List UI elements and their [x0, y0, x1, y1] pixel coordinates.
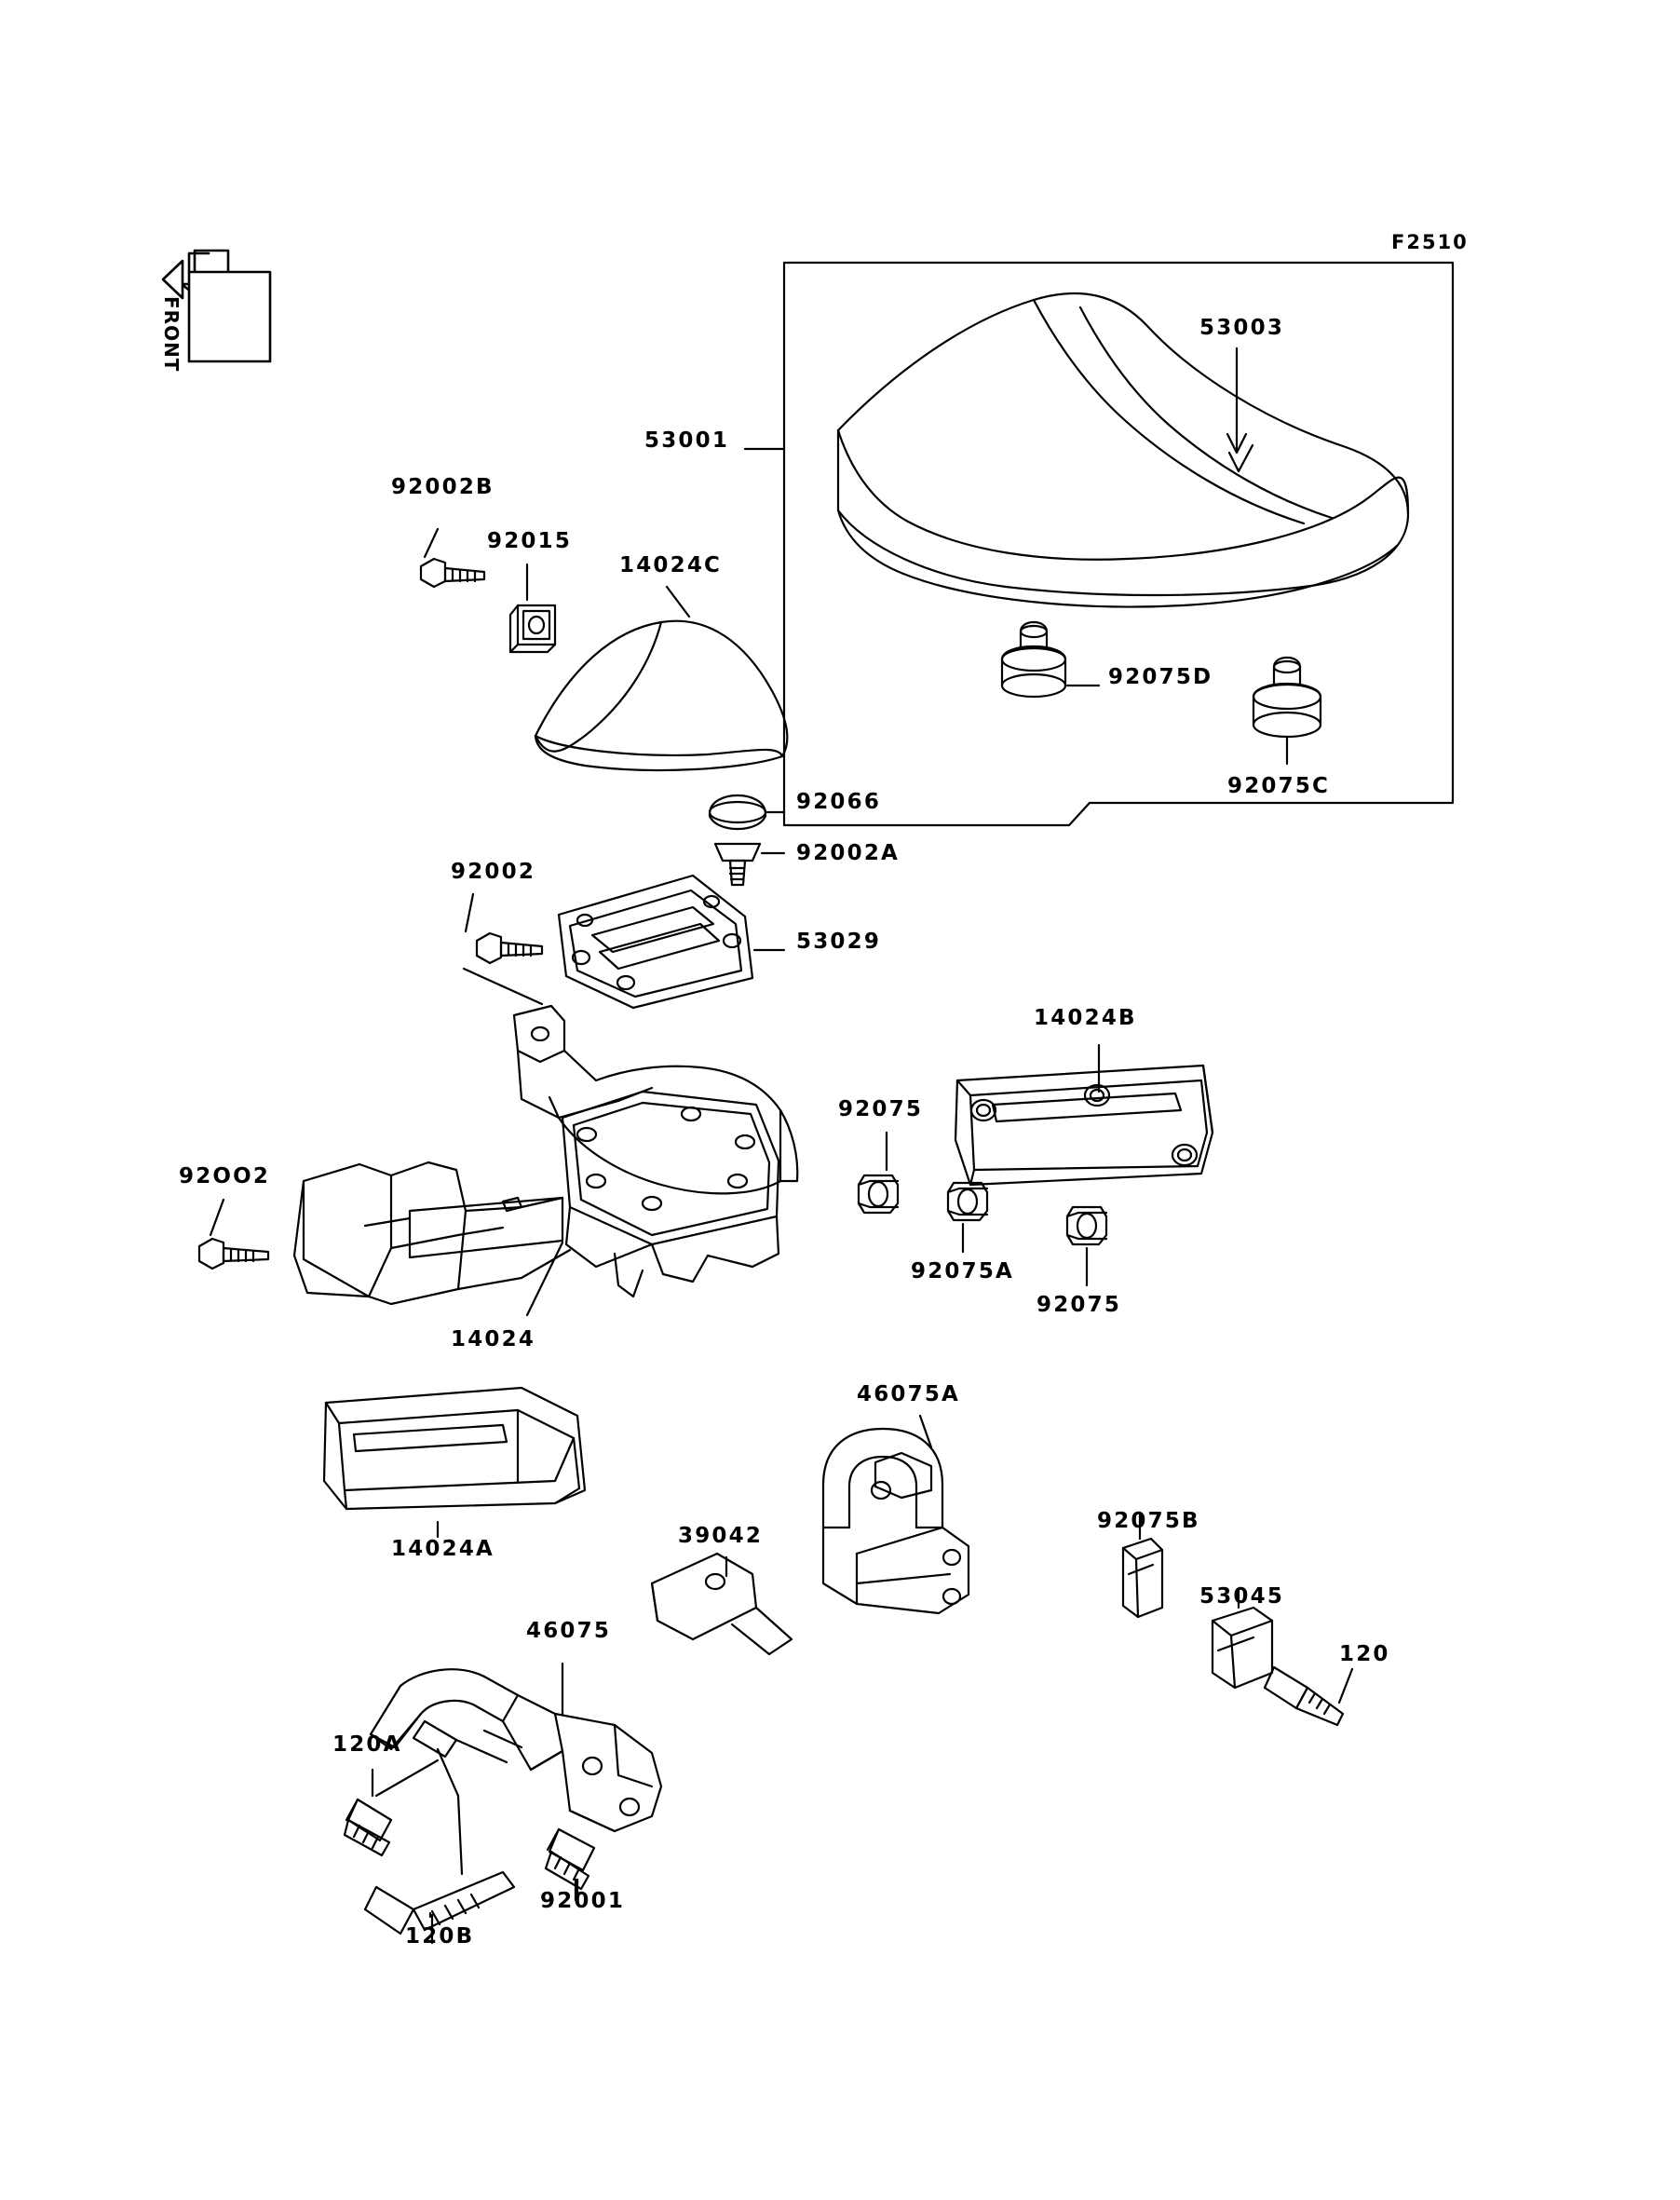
- part-92075-left: [859, 1175, 898, 1213]
- part-label-92075B: 92075B: [1097, 1509, 1200, 1533]
- part-label-92002A: 92002A: [796, 841, 901, 865]
- part-92002-top: [477, 933, 542, 963]
- part-92075A: [948, 1183, 987, 1220]
- part-label-14024C: 14024C: [619, 553, 723, 577]
- part-label-46075: 46075: [526, 1619, 612, 1643]
- leader-92002B: [425, 529, 438, 557]
- part-label-53003: 53003: [1199, 316, 1285, 340]
- part-label-92002-left: 92OO2: [179, 1164, 271, 1188]
- part-92075D: [1002, 622, 1065, 697]
- part-label-92075C: 92075C: [1227, 774, 1331, 798]
- leader-92002-left: [210, 1200, 224, 1235]
- part-92002-left: [199, 1239, 268, 1269]
- part-53045: [1213, 1608, 1272, 1688]
- part-92001: [546, 1829, 594, 1889]
- part-label-120: 120: [1339, 1642, 1390, 1666]
- part-label-53045: 53045: [1199, 1584, 1285, 1609]
- part-label-92001: 92001: [540, 1889, 626, 1913]
- leader-120A: [373, 1760, 438, 1796]
- leader-14024: [527, 1243, 562, 1315]
- part-label-14024A: 14024A: [391, 1537, 495, 1561]
- part-label-92075-right: 92075: [1036, 1293, 1122, 1317]
- leader-120-right: [1339, 1669, 1352, 1703]
- part-label-92066: 92066: [796, 790, 882, 814]
- part-label-53001: 53001: [644, 428, 730, 453]
- leader-92002-top-b: [464, 969, 542, 1004]
- part-92075C: [1253, 658, 1321, 737]
- part-92075B: [1123, 1539, 1162, 1617]
- part-label-92075A: 92075A: [911, 1259, 1015, 1283]
- part-14024: [294, 1006, 797, 1304]
- part-label-92002-top: 92002: [451, 860, 536, 884]
- leader-92002-top: [466, 894, 473, 931]
- part-label-39042: 39042: [678, 1524, 764, 1548]
- part-label-120B: 120B: [405, 1924, 475, 1949]
- part-label-53029: 53029: [796, 930, 882, 954]
- seat-53001: [838, 293, 1408, 607]
- part-label-92015: 92015: [487, 529, 573, 553]
- part-120-right: [1265, 1667, 1343, 1725]
- part-120A: [345, 1799, 391, 1855]
- part-92075-right: [1067, 1207, 1106, 1244]
- seat-assembly-boundary: [784, 263, 1453, 825]
- part-label-92075D: 92075D: [1108, 665, 1213, 689]
- part-label-92075-left: 92075: [838, 1097, 924, 1121]
- part-14024A: [324, 1388, 585, 1509]
- part-92066: [710, 795, 765, 829]
- part-label-14024: 14024: [451, 1327, 536, 1351]
- part-53029: [559, 876, 752, 1008]
- part-label-120A: 120A: [332, 1732, 402, 1757]
- part-92002B: [421, 559, 484, 587]
- arrow-53003: [1229, 445, 1253, 471]
- part-39042: [652, 1554, 792, 1654]
- part-label-46075A: 46075A: [857, 1382, 961, 1406]
- front-direction-label: FRONT: [160, 296, 183, 373]
- part-14024B: [955, 1066, 1213, 1185]
- part-46075: [371, 1669, 661, 1831]
- leader-14024C: [667, 587, 689, 617]
- part-14024C: [535, 621, 787, 770]
- part-92002A: [715, 844, 760, 885]
- sheet-code-label: F2510: [1391, 231, 1469, 253]
- part-label-14024B: 14024B: [1034, 1006, 1137, 1030]
- part-92015: [510, 605, 555, 652]
- part-46075A: [823, 1429, 969, 1613]
- part-label-92002B: 92002B: [391, 475, 495, 499]
